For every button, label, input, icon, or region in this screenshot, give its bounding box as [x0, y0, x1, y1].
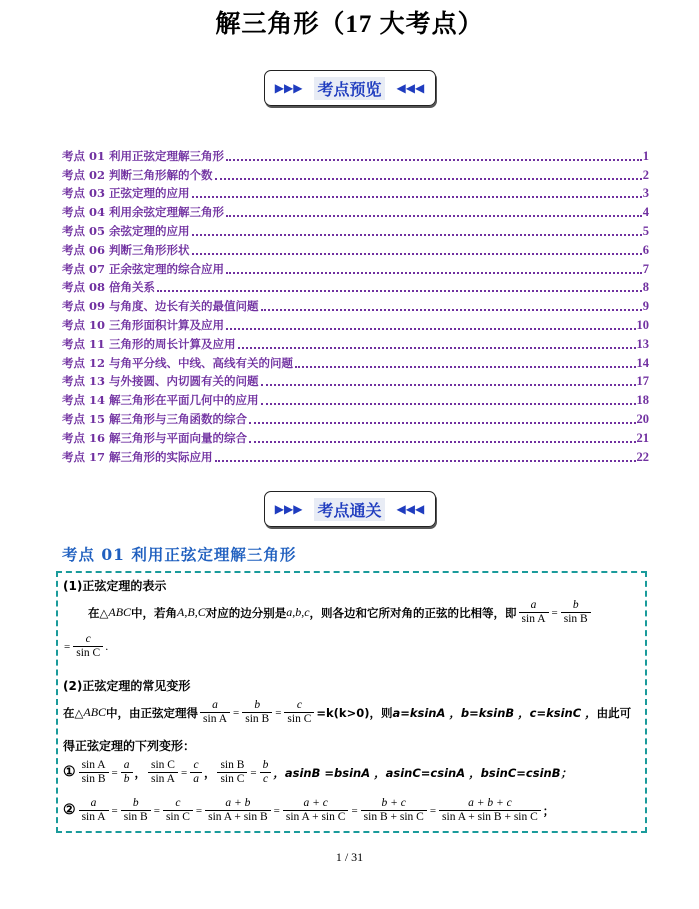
- right-arrows-icon: ▶▶▶: [274, 81, 303, 95]
- toc-entry[interactable]: [62, 220, 649, 239]
- fraction: $\frac{c}{\text{sin C}}$: [284, 699, 314, 726]
- toc-entry-label: 考点 03 正弦定理的应用: [62, 186, 190, 201]
- toc-leader-dots: [261, 403, 636, 405]
- toc-entry-label: 考点 17 解三角形的实际应用: [62, 449, 213, 464]
- toc-leader-dots: [295, 366, 635, 368]
- equals: =: [64, 640, 71, 653]
- page-number: 1 / 31: [335, 850, 364, 864]
- theorem-box: [56, 571, 647, 833]
- left-arrows-icon: ◀◀◀: [396, 81, 425, 95]
- toc-entry[interactable]: [62, 389, 649, 408]
- table-of-contents: [62, 145, 649, 465]
- toc-entry-label: 考点 13 与外接圆、内切圆有关的问题: [62, 374, 259, 389]
- text: ，则各边和它所对角的正弦的比相等，即: [309, 605, 517, 620]
- variant-1: ① $\frac{\text{sin A}}{\text{sin B}}$ = $\frac{a}{b}$ ， $\frac{\text{sin C}}{\text{sin A}}$ = $\frac{c}{a}$ ， $\frac{\text{sin B}}{\text{sin C}}$ = $\frac{b}{c}$ ，asinB =bsinA ，asinC=csinA ，bsinC=csinB；: [63, 759, 572, 785]
- text: 对应的边分别是: [205, 605, 287, 620]
- toc-page-number: 9: [642, 299, 649, 314]
- toc-page-number: 10: [636, 317, 649, 332]
- toc-entry-label: 考点 01 利用正弦定理解三角形: [62, 148, 225, 163]
- subheading-representation: (1)正弦定理的表示: [63, 579, 167, 593]
- text: =k(k>0)，则: [316, 705, 393, 720]
- toc-leader-dots: [226, 328, 635, 330]
- toc-entry[interactable]: [62, 446, 649, 465]
- toc-page-number: 4: [642, 205, 649, 220]
- text: ，asinB =bsinA ，asinC=csinA ，bsinC=csinB；: [273, 765, 572, 780]
- toc-leader-dots: [226, 215, 642, 217]
- toc-entry-label: 考点 07 正余弦定理的综合应用: [62, 261, 225, 276]
- toc-leader-dots: [192, 196, 642, 198]
- toc-page-number: 22: [636, 449, 649, 464]
- toc-entry-label: 考点 09 与角度、边长有关的最值问题: [62, 299, 259, 314]
- toc-entry[interactable]: [62, 277, 649, 296]
- variant-statement: 在△ ABC 中，由正弦定理得 $\frac{a}{\text{sin A}}$ = $\frac{b}{\text{sin B}}$ = $\frac{c}{\text{sin C}}$ =k(k>0)，则 a=ksinA ，b=ksinB ，c=ksinC ， 由此可: [63, 699, 632, 725]
- toc-page-number: 8: [642, 280, 649, 295]
- fraction: $\frac{b}{\text{sin B}}$: [561, 599, 591, 626]
- toc-leader-dots: [249, 441, 635, 443]
- fraction: $\frac{a}{\text{sin A}}$: [519, 599, 549, 626]
- equals: =: [551, 606, 558, 619]
- fraction: $\frac{b}{\text{sin B}}$: [242, 699, 272, 726]
- toc-entry[interactable]: [62, 314, 649, 333]
- toc-entry-label: 考点 14 解三角形在平面几何中的应用: [62, 393, 259, 408]
- toc-entry[interactable]: [62, 352, 649, 371]
- toc-leader-dots: [226, 272, 642, 274]
- toc-leader-dots: [215, 460, 636, 462]
- toc-entry-label: 考点 16 解三角形与平面向量的综合: [62, 430, 248, 445]
- toc-entry-label: 考点 05 余弦定理的应用: [62, 223, 190, 238]
- toc-entry-label: 考点 04 利用余弦定理解三角形: [62, 205, 225, 220]
- toc-leader-dots: [215, 178, 642, 180]
- toc-page-number: 7: [642, 261, 649, 276]
- toc-page-number: 1: [642, 148, 649, 163]
- badge-label: 考点预览: [314, 77, 384, 100]
- toc-entry[interactable]: [62, 371, 649, 390]
- toc-entry[interactable]: [62, 239, 649, 258]
- toc-leader-dots: [238, 347, 636, 349]
- right-arrows-icon: ▶▶▶: [274, 502, 303, 516]
- toc-page-number: 13: [636, 336, 649, 351]
- toc-leader-dots: [226, 159, 642, 161]
- toc-leader-dots: [192, 234, 642, 236]
- toc-entry[interactable]: [62, 164, 649, 183]
- toc-leader-dots: [192, 253, 642, 255]
- toc-entry[interactable]: [62, 427, 649, 446]
- theorem-statement: [88, 599, 593, 626]
- toc-page-number: 2: [642, 167, 649, 182]
- text: A,B,C: [177, 605, 206, 619]
- text: a,b,c: [286, 605, 310, 619]
- text: .: [105, 639, 109, 653]
- left-arrows-icon: ◀◀◀: [396, 502, 425, 516]
- fraction: $\frac{c}{\text{sin C}}$: [73, 633, 103, 660]
- toc-entry-label: 考点 15 解三角形与三角函数的综合: [62, 411, 248, 426]
- text: ABC: [108, 605, 132, 619]
- text: 由此可: [596, 705, 632, 720]
- toc-entry[interactable]: [62, 295, 649, 314]
- text: a=ksinA ，b=ksinB ，c=ksinC ，: [392, 705, 597, 720]
- theorem-statement-cont: [63, 633, 108, 660]
- toc-leader-dots: [249, 422, 635, 424]
- badge-label: 考点通关: [314, 498, 384, 521]
- document-title: 解三角形（17 大考点）: [215, 11, 484, 38]
- toc-page-number: 17: [636, 374, 649, 389]
- variant-2: ② $\frac{a}{\text{sin A}}$ = $\frac{b}{\text{sin B}}$ = $\frac{c}{\text{sin C}}$ = $\frac{a + b}{\text{sin A + sin B}}$ = $\frac{a + c}{\text{sin A + sin C}}$ = $\frac{b + c}{\text{sin B + sin C}}$ = $\frac{a + b + c}{\text{sin A + sin B + sin C}}$ ；: [63, 797, 555, 823]
- circled-number: ①: [63, 765, 76, 780]
- text: 在△: [63, 705, 84, 720]
- toc-entry[interactable]: [62, 201, 649, 220]
- section-badge-pass: [264, 491, 436, 527]
- text: 在△: [88, 605, 109, 620]
- toc-entry[interactable]: [62, 145, 649, 164]
- fraction: $\frac{a}{\text{sin A}}$: [200, 699, 230, 726]
- toc-page-number: 14: [636, 355, 649, 370]
- toc-page-number: 18: [636, 393, 649, 408]
- toc-page-number: 6: [642, 242, 649, 257]
- section-badge-preview: [264, 70, 436, 106]
- toc-entry-label: 考点 12 与角平分线、中线、高线有关的问题: [62, 355, 294, 370]
- toc-entry[interactable]: [62, 408, 649, 427]
- toc-page-number: 5: [642, 223, 649, 238]
- toc-entry[interactable]: [62, 258, 649, 277]
- subheading-variants: (2)正弦定理的常见变形: [63, 679, 191, 693]
- variant-intro: 得正弦定理的下列变形：: [63, 739, 196, 753]
- section-heading: 考点 01 利用正弦定理解三角形: [62, 545, 297, 564]
- text: ；: [542, 803, 555, 818]
- toc-entry[interactable]: [62, 333, 649, 352]
- text: 中，由正弦定理得: [106, 705, 199, 720]
- toc-page-number: 3: [642, 186, 649, 201]
- circled-number: ②: [63, 803, 76, 818]
- toc-leader-dots: [157, 290, 642, 292]
- toc-entry-label: 考点 06 判断三角形形状: [62, 242, 190, 257]
- toc-leader-dots: [261, 309, 642, 311]
- toc-entry-label: 考点 08 倍角关系: [62, 280, 156, 295]
- toc-entry[interactable]: [62, 183, 649, 202]
- toc-entry-label: 考点 02 判断三角形解的个数: [62, 167, 213, 182]
- toc-page-number: 21: [636, 430, 649, 445]
- toc-leader-dots: [261, 384, 636, 386]
- toc-entry-label: 考点 11 三角形的周长计算及应用: [62, 336, 236, 351]
- toc-entry-label: 考点 10 三角形面积计算及应用: [62, 317, 225, 332]
- toc-page-number: 20: [636, 411, 649, 426]
- text: ABC: [83, 705, 107, 719]
- text: 中，若角: [131, 605, 178, 620]
